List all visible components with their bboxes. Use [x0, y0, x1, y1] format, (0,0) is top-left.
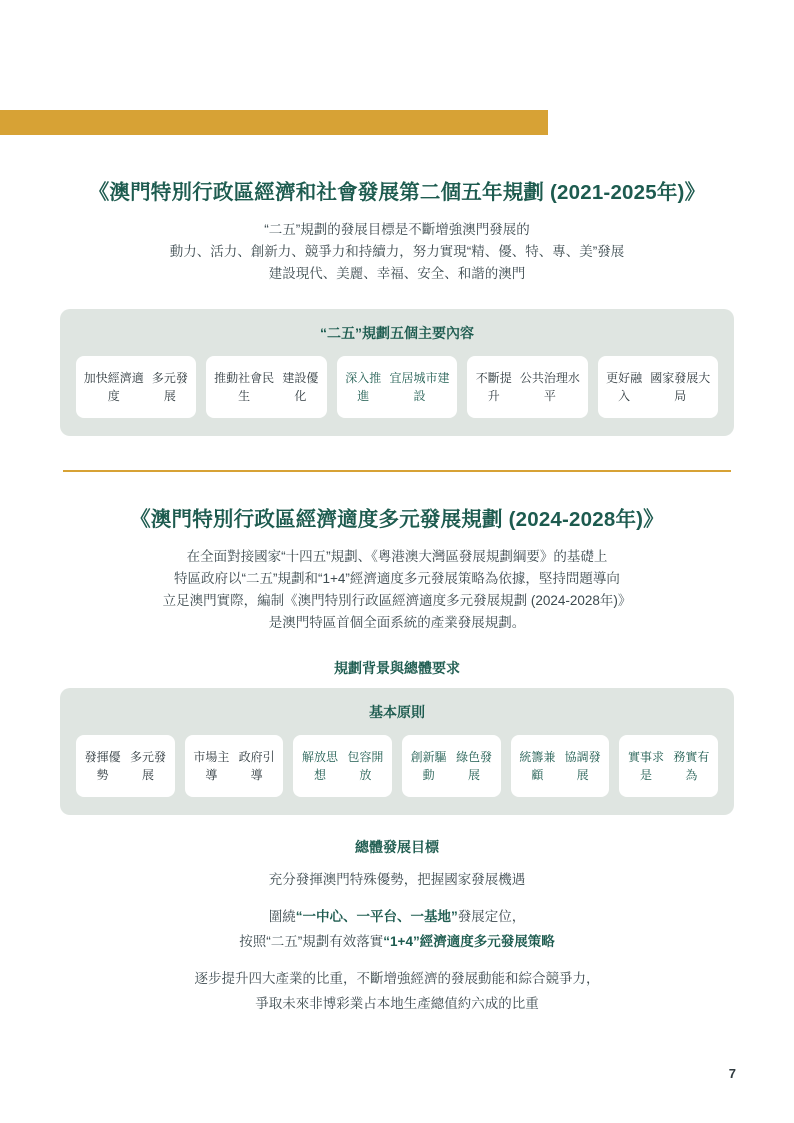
- section2-title: 《澳門特別行政區經濟適度多元發展規劃 (2024-2028年)》: [130, 508, 664, 531]
- section2-intro-line-3: 立足澳門實際，編制《澳門特別行政區經濟適度多元發展規劃 (2024-2028年)》: [162, 593, 632, 608]
- section2-intro-line-2: 特區政府以“二五”規劃和“1+4”經濟適度多元發展策略為依據，堅持問題導向: [174, 571, 620, 586]
- section2-card-3: 解放思想 包容開放: [293, 735, 392, 797]
- top-accent-bar: [0, 110, 548, 135]
- section1-panel-title: “二五”規劃五個主要內容: [320, 325, 474, 341]
- section2-panel-title: 基本原則: [369, 704, 425, 720]
- section1-card-2: 推動社會民生 建設優化: [206, 356, 326, 418]
- section1-title: 《澳門特別行政區經濟和社會發展第二個五年規劃 (2021-2025年)》: [88, 181, 706, 204]
- goal-line-2-suffix: 發展定位，: [457, 909, 526, 924]
- section2-background-heading: 規劃背景與總體要求: [334, 660, 460, 676]
- section-divider: [63, 470, 731, 472]
- goal-line-2-prefix: 圍繞: [268, 909, 296, 924]
- section1-card-5: 更好融入 國家發展大局: [598, 356, 718, 418]
- section1-intro-line-3: 建設現代、美麗、幸福、安全、和諧的澳門: [268, 266, 526, 281]
- section1-intro: [60, 219, 734, 285]
- goal-line-2-highlight: “一中心、一平台、一基地”: [295, 909, 458, 924]
- section2-intro: [60, 546, 734, 634]
- section2-intro-line-1: 在全面對接國家“十四五”規劃、《粵港澳大灣區發展規劃綱要》的基礎上: [186, 549, 608, 564]
- section2-card-1: 發揮優勢 多元發展: [76, 735, 175, 797]
- section2-goal-block: [60, 867, 734, 1016]
- goal-line-3-prefix: 按照“二五”規劃有效落實: [239, 934, 384, 949]
- section1-card-1: 加快經濟適度 多元發展: [76, 356, 196, 418]
- section2-card-2: 市場主導 政府引導: [185, 735, 284, 797]
- goal-line-3: [60, 929, 734, 954]
- section2-card-6: 實事求是 務實有為: [619, 735, 718, 797]
- section1-intro-line-1: “二五”規劃的發展目標是不斷增強澳門發展的: [264, 222, 530, 237]
- section2-card-5: 統籌兼顧 協調發展: [511, 735, 610, 797]
- section1-panel: [60, 309, 734, 436]
- section1-card-list: [76, 356, 718, 418]
- goal-line-5: 爭取未來非博彩業占本地生產總值約六成的比重: [255, 996, 539, 1011]
- goal-line-2: [60, 904, 734, 929]
- section1-intro-line-2: 動力、活力、創新力、競爭力和持續力，努力實現“精、優、特、專、美”發展: [169, 244, 625, 259]
- section1-card-4: 不斷提升 公共治理水平: [467, 356, 587, 418]
- goal-line-1: 充分發揮澳門特殊優勢，把握國家發展機遇: [268, 872, 526, 887]
- page-number: 7: [728, 1066, 736, 1081]
- goal-line-3-highlight: “1+4”經濟適度多元發展策略: [383, 934, 555, 949]
- page-content: [0, 175, 794, 1016]
- section1-card-3: 深入推進 宜居城市建設: [337, 356, 457, 418]
- goal-line-4: 逐步提升四大產業的比重，不斷增強經濟的發展動能和綜合競爭力，: [194, 971, 600, 986]
- section2-card-list: [76, 735, 718, 797]
- section2-goal-heading: 總體發展目標: [355, 839, 439, 855]
- section2-card-4: 創新驅動 綠色發展: [402, 735, 501, 797]
- section2-panel: [60, 688, 734, 815]
- section2-intro-line-4: 是澳門特區首個全面系統的產業發展規劃。: [268, 615, 526, 630]
